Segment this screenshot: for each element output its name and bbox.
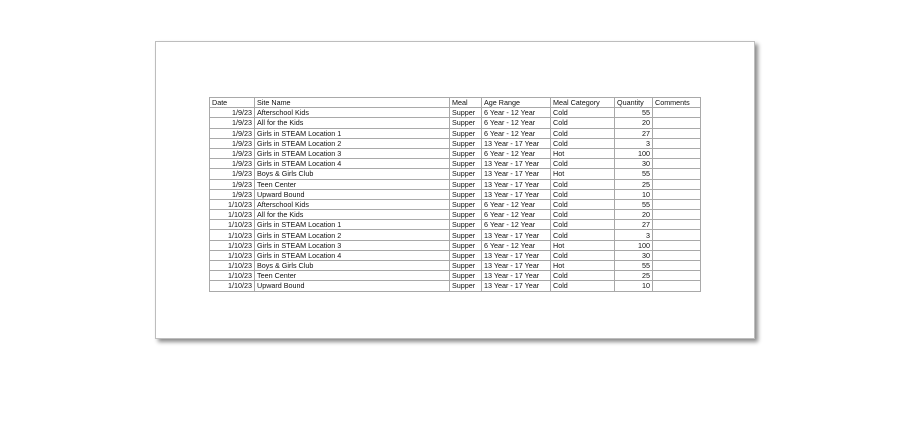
age-range-cell: 13 Year - 17 Year: [482, 250, 551, 260]
comments-cell: [653, 210, 701, 220]
table-row: [210, 128, 701, 138]
table-header-row: [210, 98, 701, 108]
quantity-cell: 10: [615, 281, 653, 291]
quantity-cell: 100: [615, 148, 653, 158]
comments-cell: [653, 118, 701, 128]
comments-cell: [653, 250, 701, 260]
comments-cell: [653, 159, 701, 169]
quantity-cell: 55: [615, 169, 653, 179]
comments-cell: [653, 240, 701, 250]
meal-category-cell: Cold: [551, 281, 615, 291]
quantity-cell: 27: [615, 128, 653, 138]
table-row: [210, 210, 701, 220]
date-cell: 1/10/23: [210, 220, 255, 230]
date-cell: 1/9/23: [210, 118, 255, 128]
table-row: [210, 240, 701, 250]
header-comments: Comments: [653, 98, 701, 108]
comments-cell: [653, 179, 701, 189]
quantity-cell: 3: [615, 138, 653, 148]
comments-cell: [653, 220, 701, 230]
age-range-cell: 6 Year - 12 Year: [482, 148, 551, 158]
date-cell: 1/9/23: [210, 179, 255, 189]
quantity-cell: 30: [615, 250, 653, 260]
date-cell: 1/9/23: [210, 159, 255, 169]
quantity-cell: 20: [615, 118, 653, 128]
meal-category-cell: Cold: [551, 138, 615, 148]
date-cell: 1/10/23: [210, 250, 255, 260]
meal-cell: Supper: [450, 148, 482, 158]
age-range-cell: 13 Year - 17 Year: [482, 281, 551, 291]
table-row: [210, 199, 701, 209]
age-range-cell: 6 Year - 12 Year: [482, 108, 551, 118]
meal-category-cell: Hot: [551, 169, 615, 179]
quantity-cell: 3: [615, 230, 653, 240]
meal-category-cell: Cold: [551, 250, 615, 260]
meal-cell: Supper: [450, 250, 482, 260]
site-name-cell: Girls in STEAM Location 3: [255, 148, 450, 158]
meal-cell: Supper: [450, 159, 482, 169]
table-row: [210, 138, 701, 148]
meal-category-cell: Cold: [551, 179, 615, 189]
meal-cell: Supper: [450, 281, 482, 291]
meal-category-cell: Cold: [551, 159, 615, 169]
meal-cell: Supper: [450, 210, 482, 220]
date-cell: 1/10/23: [210, 261, 255, 271]
quantity-cell: 25: [615, 271, 653, 281]
meal-cell: Supper: [450, 179, 482, 189]
date-cell: 1/10/23: [210, 281, 255, 291]
date-cell: 1/9/23: [210, 138, 255, 148]
header-date: Date: [210, 98, 255, 108]
meal-table: [209, 97, 701, 292]
table-body: [210, 108, 701, 291]
age-range-cell: 6 Year - 12 Year: [482, 118, 551, 128]
date-cell: 1/10/23: [210, 230, 255, 240]
site-name-cell: Girls in STEAM Location 2: [255, 230, 450, 240]
quantity-cell: 100: [615, 240, 653, 250]
comments-cell: [653, 148, 701, 158]
site-name-cell: Afterschool Kids: [255, 199, 450, 209]
age-range-cell: 13 Year - 17 Year: [482, 271, 551, 281]
comments-cell: [653, 281, 701, 291]
table-row: [210, 250, 701, 260]
age-range-cell: 13 Year - 17 Year: [482, 189, 551, 199]
site-name-cell: Girls in STEAM Location 4: [255, 250, 450, 260]
date-cell: 1/10/23: [210, 240, 255, 250]
age-range-cell: 6 Year - 12 Year: [482, 199, 551, 209]
quantity-cell: 20: [615, 210, 653, 220]
header-quantity: Quantity: [615, 98, 653, 108]
site-name-cell: Girls in STEAM Location 4: [255, 159, 450, 169]
age-range-cell: 13 Year - 17 Year: [482, 138, 551, 148]
comments-cell: [653, 169, 701, 179]
header-meal-category: Meal Category: [551, 98, 615, 108]
meal-category-cell: Hot: [551, 261, 615, 271]
table-row: [210, 220, 701, 230]
site-name-cell: Upward Bound: [255, 189, 450, 199]
site-name-cell: Teen Center: [255, 179, 450, 189]
document-page: [155, 41, 755, 339]
meal-cell: Supper: [450, 220, 482, 230]
comments-cell: [653, 138, 701, 148]
meal-cell: Supper: [450, 199, 482, 209]
quantity-cell: 10: [615, 189, 653, 199]
meal-cell: Supper: [450, 271, 482, 281]
site-name-cell: Girls in STEAM Location 3: [255, 240, 450, 250]
site-name-cell: Girls in STEAM Location 1: [255, 128, 450, 138]
header-age-range: Age Range: [482, 98, 551, 108]
date-cell: 1/10/23: [210, 271, 255, 281]
meal-cell: Supper: [450, 138, 482, 148]
table-row: [210, 169, 701, 179]
site-name-cell: Boys & Girls Club: [255, 169, 450, 179]
meal-category-cell: Cold: [551, 128, 615, 138]
meal-category-cell: Hot: [551, 240, 615, 250]
age-range-cell: 13 Year - 17 Year: [482, 179, 551, 189]
meal-category-cell: Cold: [551, 271, 615, 281]
quantity-cell: 55: [615, 108, 653, 118]
site-name-cell: Girls in STEAM Location 1: [255, 220, 450, 230]
table-row: [210, 148, 701, 158]
site-name-cell: Afterschool Kids: [255, 108, 450, 118]
site-name-cell: Boys & Girls Club: [255, 261, 450, 271]
meal-category-cell: Hot: [551, 148, 615, 158]
meal-category-cell: Cold: [551, 210, 615, 220]
meal-category-cell: Cold: [551, 230, 615, 240]
date-cell: 1/10/23: [210, 199, 255, 209]
quantity-cell: 30: [615, 159, 653, 169]
meal-cell: Supper: [450, 169, 482, 179]
meal-cell: Supper: [450, 128, 482, 138]
quantity-cell: 55: [615, 261, 653, 271]
date-cell: 1/9/23: [210, 128, 255, 138]
table-row: [210, 118, 701, 128]
quantity-cell: 27: [615, 220, 653, 230]
date-cell: 1/9/23: [210, 148, 255, 158]
table-row: [210, 108, 701, 118]
table-row: [210, 189, 701, 199]
site-name-cell: Girls in STEAM Location 2: [255, 138, 450, 148]
date-cell: 1/9/23: [210, 189, 255, 199]
site-name-cell: All for the Kids: [255, 118, 450, 128]
age-range-cell: 13 Year - 17 Year: [482, 230, 551, 240]
comments-cell: [653, 108, 701, 118]
meal-category-cell: Cold: [551, 189, 615, 199]
age-range-cell: 6 Year - 12 Year: [482, 240, 551, 250]
comments-cell: [653, 261, 701, 271]
age-range-cell: 13 Year - 17 Year: [482, 261, 551, 271]
age-range-cell: 13 Year - 17 Year: [482, 169, 551, 179]
meal-category-cell: Cold: [551, 118, 615, 128]
meal-cell: Supper: [450, 261, 482, 271]
meal-cell: Supper: [450, 108, 482, 118]
meal-category-cell: Cold: [551, 199, 615, 209]
table-row: [210, 271, 701, 281]
site-name-cell: Upward Bound: [255, 281, 450, 291]
table-row: [210, 179, 701, 189]
date-cell: 1/9/23: [210, 108, 255, 118]
site-name-cell: Teen Center: [255, 271, 450, 281]
comments-cell: [653, 271, 701, 281]
date-cell: 1/9/23: [210, 169, 255, 179]
age-range-cell: 6 Year - 12 Year: [482, 210, 551, 220]
comments-cell: [653, 128, 701, 138]
meal-cell: Supper: [450, 189, 482, 199]
header-site-name: Site Name: [255, 98, 450, 108]
date-cell: 1/10/23: [210, 210, 255, 220]
quantity-cell: 25: [615, 179, 653, 189]
meal-cell: Supper: [450, 230, 482, 240]
meal-cell: Supper: [450, 118, 482, 128]
comments-cell: [653, 189, 701, 199]
table-row: [210, 281, 701, 291]
quantity-cell: 55: [615, 199, 653, 209]
age-range-cell: 13 Year - 17 Year: [482, 159, 551, 169]
table-row: [210, 159, 701, 169]
table-row: [210, 230, 701, 240]
age-range-cell: 6 Year - 12 Year: [482, 220, 551, 230]
meal-cell: Supper: [450, 240, 482, 250]
age-range-cell: 6 Year - 12 Year: [482, 128, 551, 138]
comments-cell: [653, 230, 701, 240]
comments-cell: [653, 199, 701, 209]
table-row: [210, 261, 701, 271]
site-name-cell: All for the Kids: [255, 210, 450, 220]
meal-category-cell: Cold: [551, 108, 615, 118]
header-meal: Meal: [450, 98, 482, 108]
meal-category-cell: Cold: [551, 220, 615, 230]
